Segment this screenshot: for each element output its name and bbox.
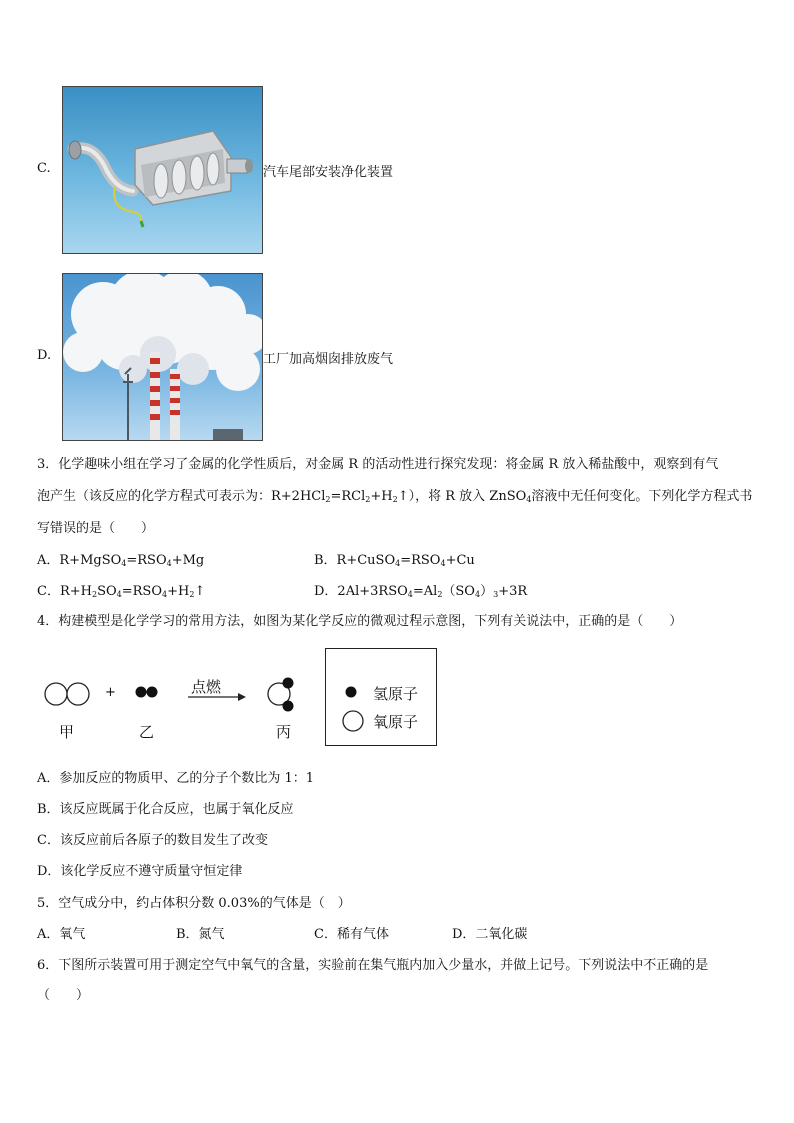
hydrogen-atom-icon [136, 687, 147, 698]
oxygen-atom-icon [343, 711, 363, 731]
catalytic-converter-photo [62, 86, 263, 254]
q4-option-d: D．该化学反应不遵守质量守恒定律 [37, 864, 243, 879]
label-bing: 丙 [276, 723, 292, 741]
q4-option-a: A．参加反应的物质甲、乙的分子个数比为 1：1 [37, 771, 315, 786]
sub: 2 [325, 495, 331, 504]
q3-line-3: 写错误的是（ ） [37, 521, 155, 536]
option-c-caption: 汽车尾部安装净化装置 [263, 165, 394, 180]
label-jia: 甲 [59, 723, 75, 741]
oxygen-atom-icon [67, 683, 89, 705]
q4-stem: 4．构建模型是化学学习的常用方法，如图为某化学反应的微观过程示意图，下列有关说法中，正确的是（ ） [37, 614, 683, 629]
atom-legend [325, 648, 437, 746]
q3-option-c: C．$R+H_2SO_4=RSO_4+H_2↑$ [37, 584, 206, 599]
q3-line-2-c: +H [370, 489, 393, 504]
sub: 2 [392, 495, 398, 504]
q3-line-2-e: 溶液中无任何变化。下列化学方程式书 [531, 489, 753, 504]
plus-sign: + [105, 685, 116, 700]
q3-line-2-a: 泡产生（该反应的化学方程式可表示为：R+2HCl [37, 489, 326, 504]
sub: 4 [526, 495, 532, 504]
q3-option-a: A．$R+MgSO_4=RSO_4+Mg$ [37, 553, 205, 568]
legend-hydrogen: 氢原子 [373, 685, 419, 703]
q6-line-2: （ ） [37, 988, 90, 1003]
option-c-letter: C. [37, 161, 51, 176]
sub: 2 [365, 495, 371, 504]
q5-option-b: B．氮气 [176, 927, 225, 942]
option-d-letter: D. [37, 348, 52, 363]
hydrogen-atom-icon [283, 678, 294, 689]
q5-option-c: C．稀有气体 [314, 927, 389, 942]
reaction-condition: 点燃 [191, 678, 222, 696]
q3-option-b: B．$R+CuSO_4=RSO_4+Cu$ [314, 553, 475, 568]
label-yi: 乙 [139, 723, 155, 741]
oxygen-atom-icon [45, 683, 67, 705]
factory-smoke-icon [63, 274, 262, 440]
q5-stem: 5．空气成分中，约占体积分数 0.03%的气体是（ ） [37, 896, 351, 911]
q3-line-2-b: =RCl [330, 489, 366, 504]
reaction-arrow-head-icon [238, 693, 246, 701]
option-d-caption: 工厂加高烟囱排放废气 [263, 352, 394, 367]
q3-option-d: D．$2Al+3RSO_4=Al_2(SO_4)_3+3R$ [314, 584, 528, 599]
q4-option-b: B．该反应既属于化合反应，也属于氧化反应 [37, 802, 294, 817]
q3-line-2 [37, 481, 762, 516]
q4-option-c: C．该反应前后各原子的数目发生了改变 [37, 833, 268, 848]
q5-option-d: D．二氧化碳 [452, 927, 528, 942]
q5-option-a: A．氧气 [37, 927, 86, 942]
q3-line-1: 3．化学趣味小组在学习了金属的化学性质后，对金属 R 的活动性进行探究发现：将金属 R 放入稀盐酸中，观察到有气 [37, 457, 719, 472]
q6-line-1: 6．下图所示装置可用于测定空气中氧气的含量，实验前在集气瓶内加入少量水，并做上记号。下列说法中不正确的是 [37, 958, 709, 973]
hydrogen-atom-icon [346, 687, 357, 698]
hydrogen-atom-icon [147, 687, 158, 698]
catalytic-converter-icon [63, 87, 262, 253]
hydrogen-atom-icon [283, 701, 294, 712]
factory-chimney-photo [62, 273, 263, 441]
legend-oxygen: 氧原子 [373, 713, 419, 731]
q3-line-2-d: ↑），将 R 放入 ZnSO [397, 489, 527, 504]
